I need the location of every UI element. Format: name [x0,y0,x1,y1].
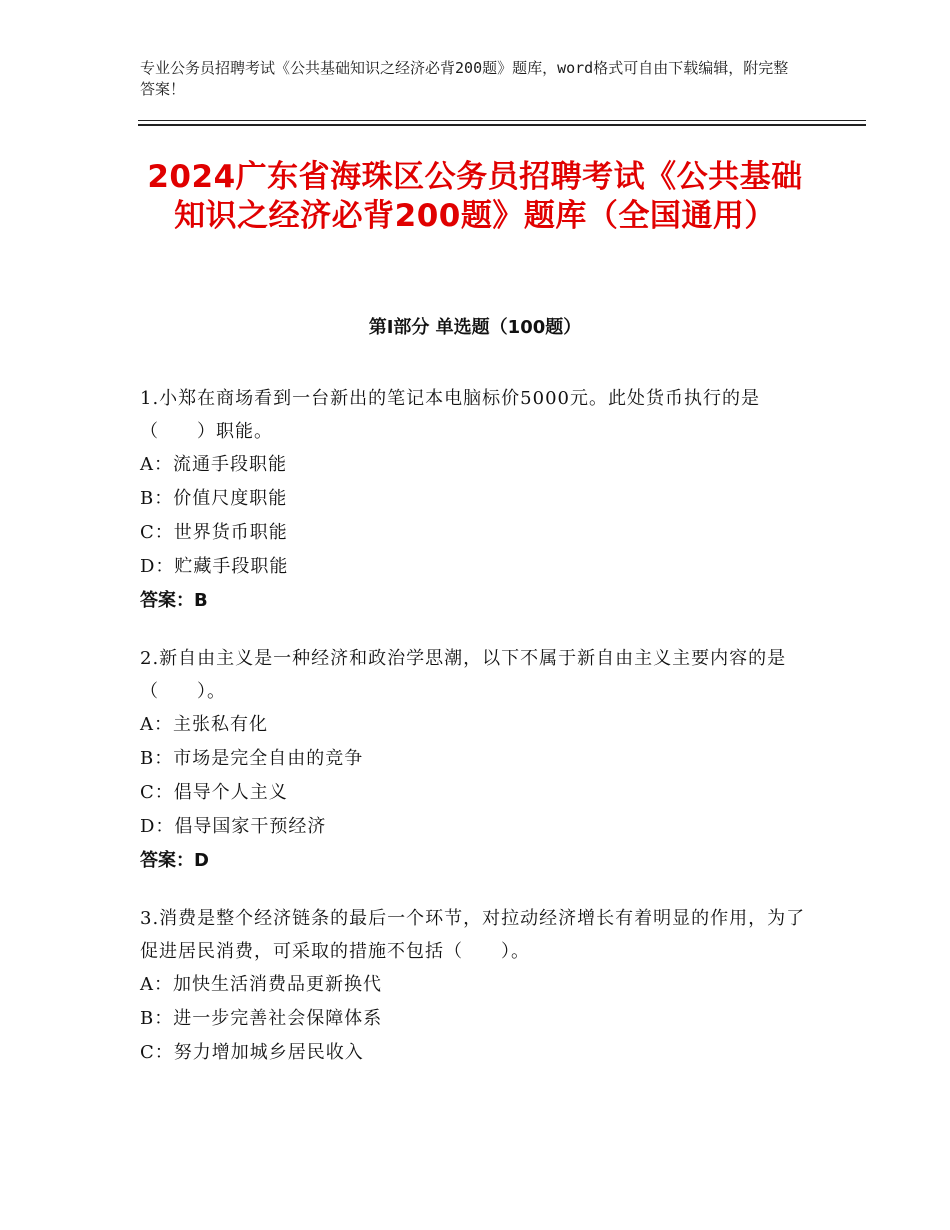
header-note: 专业公务员招聘考试《公共基础知识之经济必背200题》题库，word格式可自由下载编辑，附完整答案！ [140,59,789,98]
option-a: A：主张私有化 [140,714,268,735]
answer: 答案：B [140,590,208,611]
option-c: C：世界货币职能 [140,522,288,543]
option-b: B：进一步完善社会保障体系 [140,1008,383,1029]
option-b: B：市场是完全自由的竞争 [140,748,364,769]
option-d: D：倡导国家干预经济 [140,816,327,837]
option-a: A：加快生活消费品更新换代 [140,974,382,995]
question-stem: 3.消费是整个经济链条的最后一个环节，对拉动经济增长有着明显的作用，为了促进居民消费，可采取的措施不包括（ ）。 [140,908,806,962]
option-c: C：倡导个人主义 [140,782,288,803]
answer: 答案：D [140,850,209,871]
option-c: C：努力增加城乡居民收入 [140,1042,364,1063]
question-stem: 2.新自由主义是一种经济和政治学思潮，以下不属于新自由主义主要内容的是（ ）。 [140,648,787,702]
option-d: D：贮藏手段职能 [140,556,289,577]
question-3 [140,902,812,1070]
document-title: 2024广东省海珠区公务员招聘考试《公共基础知识之经济必背200题》题库（全国通用） [147,159,803,234]
question-2 [140,642,812,878]
option-b: B：价值尺度职能 [140,488,288,509]
option-a: A：流通手段职能 [140,454,287,475]
question-stem: 1.小郑在商场看到一台新出的笔记本电脑标价5000元。此处货币执行的是（ ）职能。 [140,388,760,442]
question-1 [140,382,812,618]
header-divider-thick [138,124,866,126]
section-title: 第Ⅰ部分 单选题（100题） [368,317,582,338]
header-divider-thin [138,120,866,121]
question-list [140,382,812,1094]
